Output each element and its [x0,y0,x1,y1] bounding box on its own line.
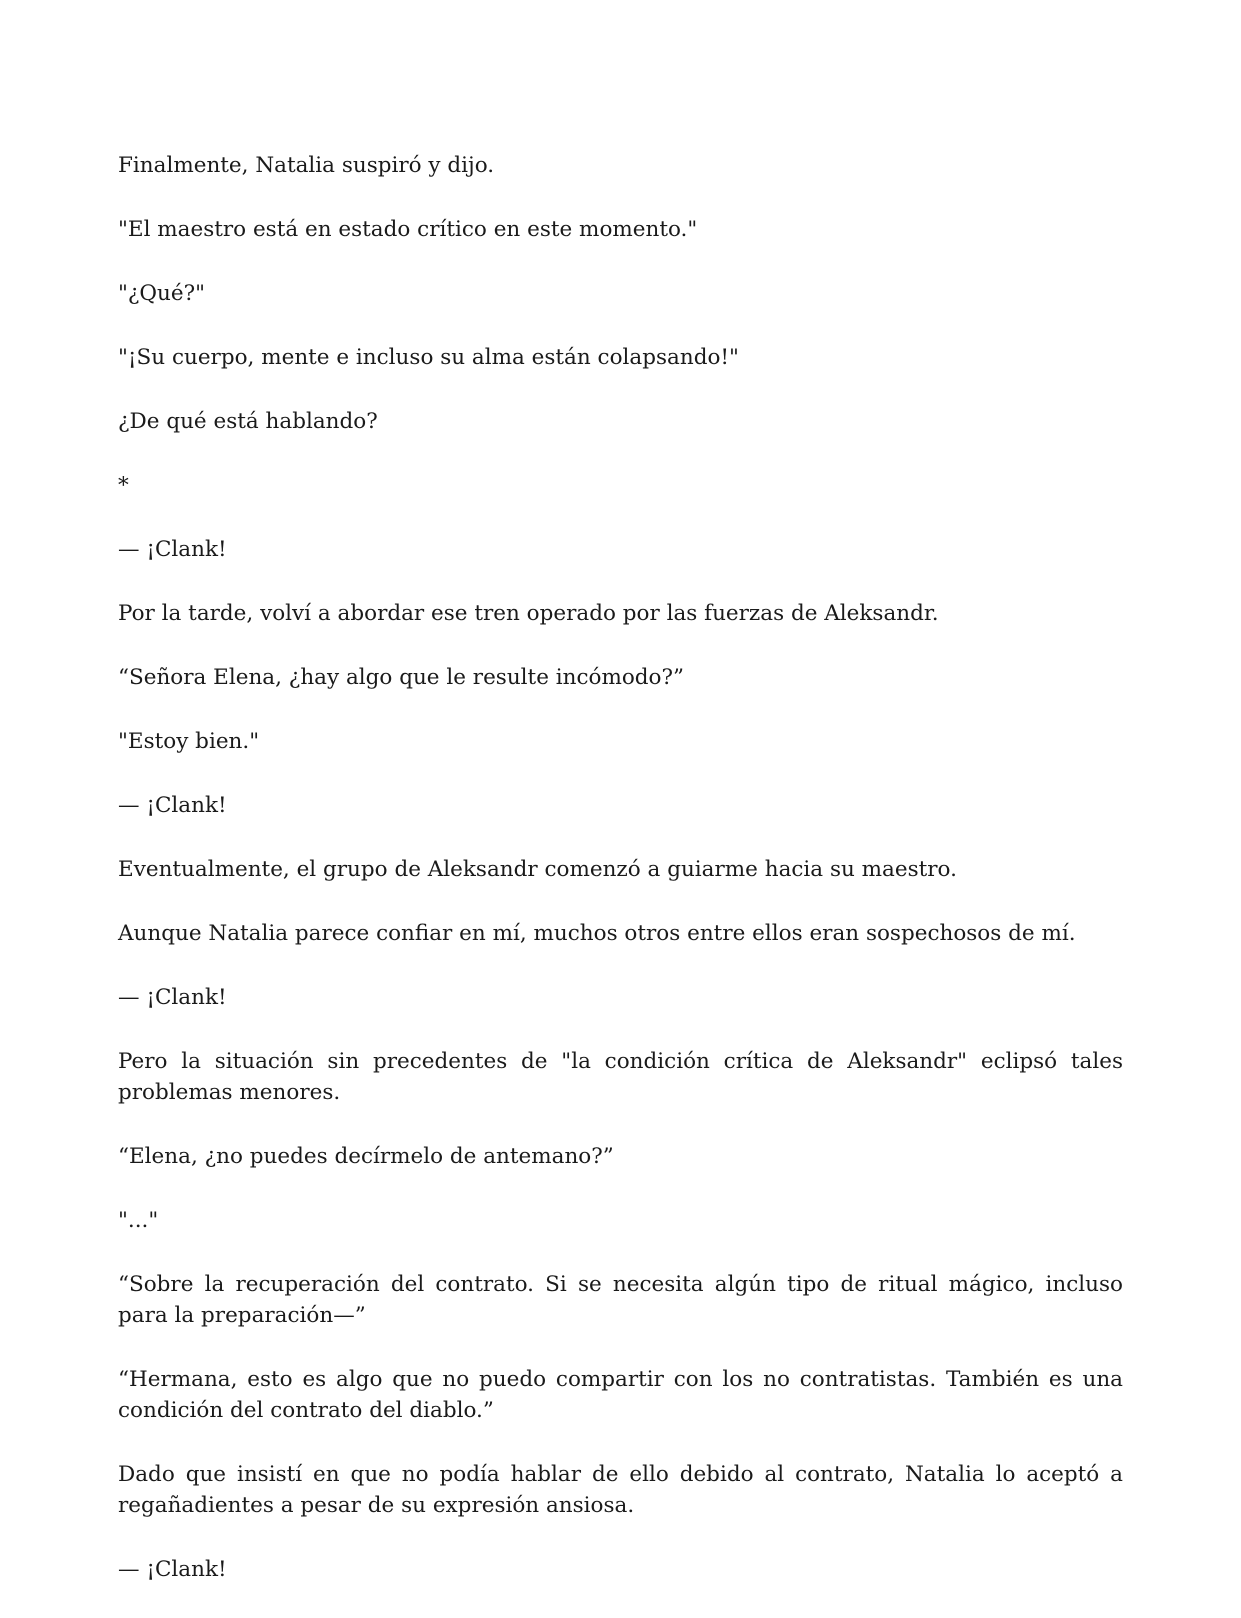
paragraph-4: "¡Su cuerpo, mente e incluso su alma están colapsando!" [118,345,739,370]
paragraph-12: Eventualmente, el grupo de Aleksandr comenzó a guiarme hacia su maestro. [118,857,957,882]
paragraph-5: ¿De qué está hablando? [118,409,378,434]
paragraph-20: Dado que insistí en que no podía hablar de ello debido al contrato, Natalia lo aceptó a regañadientes a pesar de su expresión ansiosa. [118,1462,1123,1518]
paragraph-15: Pero la situación sin precedentes de "la condición crítica de Aleksandr" eclipsó tales problemas menores. [118,1049,1123,1105]
paragraph-17: "..." [118,1208,159,1233]
paragraph-16: “Elena, ¿no puedes decírmelo de antemano?” [118,1144,614,1169]
paragraph-3: "¿Qué?" [118,281,206,306]
paragraph-10: "Estoy bien." [118,729,260,754]
paragraph-8: Por la tarde, volví a abordar ese tren operado por las fuerzas de Aleksandr. [118,601,939,626]
document-page [118,150,1123,1618]
paragraph-2: "El maestro está en estado crítico en este momento." [118,217,698,242]
paragraph-11: — ¡Clank! [118,793,227,818]
paragraph-1: Finalmente, Natalia suspiró y dijo. [118,153,495,178]
paragraph-13: Aunque Natalia parece confiar en mí, muchos otros entre ellos eran sospechosos de mí. [118,921,1076,946]
paragraph-14: — ¡Clank! [118,985,227,1010]
paragraph-19: “Hermana, esto es algo que no puedo compartir con los no contratistas. También es una condición del contrato del diablo.” [118,1367,1123,1423]
paragraph-21: — ¡Clank! [118,1557,227,1582]
paragraph-7: — ¡Clank! [118,537,227,562]
paragraph-18: “Sobre la recuperación del contrato. Si se necesita algún tipo de ritual mágico, incluso para la preparación—” [118,1272,1123,1328]
paragraph-9: “Señora Elena, ¿hay algo que le resulte incómodo?” [118,665,685,690]
scene-break: * [118,473,129,498]
